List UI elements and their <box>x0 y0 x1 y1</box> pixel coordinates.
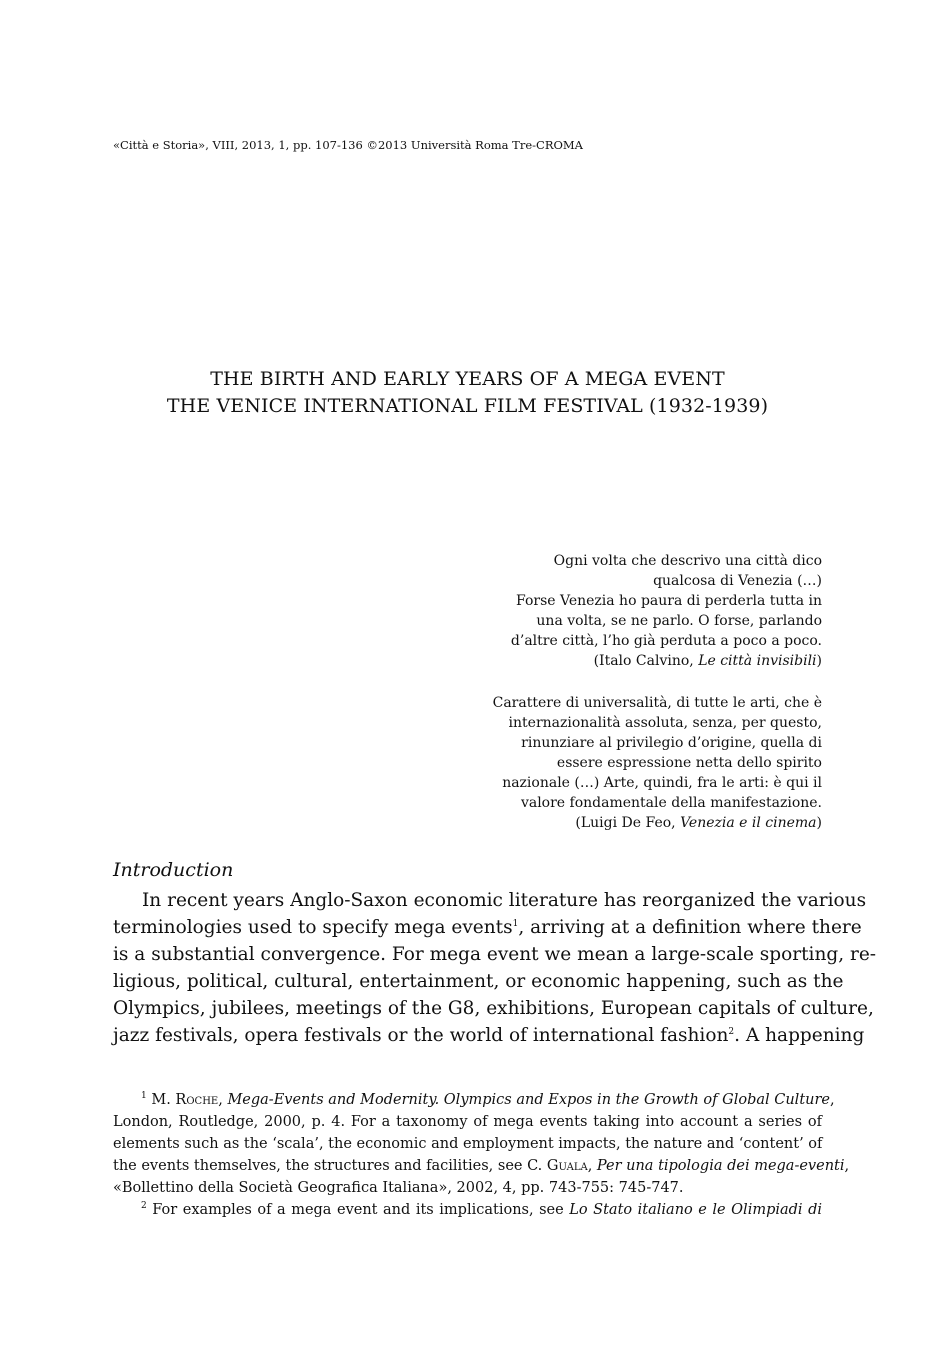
body-line: Olympics, jubilees, meetings of the G8, exhibitions, European capitals of culture, <box>113 998 874 1019</box>
journal-citation: «Città e Storia», VIII, 2013, 1, pp. 107-136 ©2013 Università Roma Tre-CROMA <box>113 138 583 152</box>
attribution-work: Venezia e il cinema <box>680 815 817 831</box>
attribution-close: ) <box>816 653 822 669</box>
epigraph-line: d’altre città, l’ho già perduta a poco a poco. <box>510 633 822 649</box>
body-text: jazz festivals, opera festivals or the world of international fashion <box>113 1025 729 1046</box>
body-line: In recent years Anglo-Saxon economic literature has reorganized the various <box>142 890 867 911</box>
title-line-2: THE VENICE INTERNATIONAL FILM FESTIVAL (1932-1939) <box>166 395 769 417</box>
epigraph-line: Carattere di universalità, di tutte le arti, che è <box>492 695 822 711</box>
title-line-1: THE BIRTH AND EARLY YEARS OF A MEGA EVENT <box>210 368 725 390</box>
footnote-1-line: London, Routledge, 2000, p. 4. For a taxonomy of mega events taking into account a series of <box>113 1114 822 1130</box>
epigraph-attribution <box>511 651 822 671</box>
article-title <box>0 366 935 420</box>
section-heading: Introduction <box>113 859 234 881</box>
footnote-text: , <box>218 1092 228 1108</box>
footnotes <box>113 1089 850 1221</box>
body-line <box>113 914 862 941</box>
epigraph-line: essere espressione netta dello spirito <box>556 755 822 771</box>
footnote-text: For examples of a mega event and its implications, see <box>152 1202 570 1218</box>
body-text: , arriving at a definition where there <box>518 917 862 938</box>
epigraph-line: una volta, se ne parlo. O forse, parlando <box>536 613 822 629</box>
footnote-ref[interactable]: 1 <box>512 918 519 929</box>
footnote-text: , <box>844 1158 850 1174</box>
epigraph-line: nazionale (…) Arte, quindi, fra le arti: è qui il <box>502 775 822 791</box>
body-text: terminologies used to specify mega events <box>113 917 513 938</box>
attribution-author: (Italo Calvino, <box>593 653 699 669</box>
footnote-1-line <box>113 1089 835 1111</box>
footnote-1-line: elements such as the ‘scala’, the economic and employment impacts, the nature and ‘content’ of <box>113 1136 823 1152</box>
footnote-author: Roche <box>175 1092 219 1108</box>
epigraph-line: qualcosa di Venezia (…) <box>653 573 822 589</box>
body-line: is a substantial convergence. For mega event we mean a large-scale sporting, re- <box>113 944 877 965</box>
footnote-number: 1 <box>141 1091 147 1102</box>
epigraph-line: Forse Venezia ho paura di perderla tutta in <box>516 593 822 609</box>
footnote-text: , <box>830 1092 835 1108</box>
attribution-author: (Luigi De Feo, <box>575 815 681 831</box>
epigraph-line: Ogni volta che descrivo una città dico <box>553 553 822 569</box>
body-line <box>113 1022 865 1049</box>
attribution-close: ) <box>816 815 822 831</box>
body-line: ligious, political, cultural, entertainment, or economic happening, such as the <box>113 971 844 992</box>
footnote-title: Mega-Events and Modernity. Olympics and Expos in the Growth of Global Culture <box>227 1092 831 1108</box>
footnote-text: , <box>587 1158 597 1174</box>
body-text: . A happening <box>734 1025 865 1046</box>
footnote-1-line <box>113 1155 850 1177</box>
epigraph-line: internazionalità assoluta, senza, per questo, <box>508 715 822 731</box>
footnote-author: Guala <box>546 1158 588 1174</box>
epigraph-line: valore fondamentale della manifestazione. <box>520 795 822 811</box>
footnote-text: the events themselves, the structures and facilities, see C. <box>113 1158 547 1174</box>
epigraph-line: rinunziare al privilegio d’origine, quella di <box>521 735 822 751</box>
footnote-number: 2 <box>141 1201 147 1212</box>
body-paragraph <box>113 887 877 1049</box>
epigraph-de-feo <box>493 693 822 833</box>
footnote-1-line: «Bollettino della Società Geografica Italiana», 2002, 4, pp. 743-755: 745-747. <box>113 1180 684 1196</box>
footnote-title: Lo Stato italiano e le Olimpiadi di <box>569 1202 823 1218</box>
footnote-text: M. <box>151 1092 176 1108</box>
footnote-title: Per una tipologia dei mega-eventi <box>596 1158 845 1174</box>
epigraph-calvino <box>511 551 822 671</box>
epigraph-attribution <box>493 813 822 833</box>
footnote-ref[interactable]: 2 <box>728 1026 735 1037</box>
footnote-2-line <box>113 1199 822 1221</box>
attribution-work: Le città invisibili <box>698 653 817 669</box>
